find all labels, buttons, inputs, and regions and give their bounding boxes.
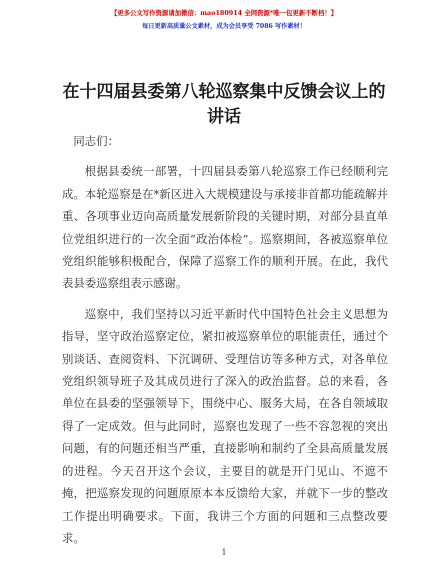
document-body: [62, 130, 388, 549]
header-banner: [0, 6, 448, 34]
document-title: 在十四届县委第八轮巡察集中反馈会议上的讲话: [62, 82, 386, 127]
greeting: 同志们：: [73, 134, 119, 148]
banner-line-blue: 每日更新高质量公文素材，成为会员享受 7086 写作素材！: [142, 23, 306, 30]
banner-line-red: 【更多公文写作资源请加微信：mao180914 全网资源*唯一包更新不断档！】: [110, 9, 338, 17]
page-number: 1: [221, 548, 227, 557]
paragraph-2: 巡察中，我们坚持以习近平新时代中国特色社会主义思想为指导，坚守政治巡察定位，紧扣被巡察单位的职能责任，通过个别谈话、查阅资料、下沉调研、受理信访等多种方式，对各单位党组织领导班子及其成员进行了深入的政治监督。总的来看，各单位在县委的坚强领导下，围绕中心、服务大局，在各自领域取得了一定成效。但与此同时，巡察也发现了一些不容忽视的突出问题，有的问题还相当严重，直接影响和制约了全县高质量发展的进程。今天召开这个会议，主要目的就是开门见山、不遮不掩，把巡察发现的问题原原本本反馈给大家，并就下一步的整改工作提出明确要求。下面，我讲三个方面的问题和三点整改要求。: [62, 306, 388, 545]
paragraph-1: 根据县委统一部署，十四届县委第八轮巡察工作已经顺利完成。本轮巡察是在*新区进入大规模建设与承接非首都功能疏解并重、各项事业迈向高质量发展新阶段的关键时期，对部分县直单位党组织进行的一次全面“政治体检”。巡察期间，各被巡察单位党组织能够积极配合，保障了巡察工作的顺利开展。在此，我代表县委巡察组表示感谢。: [62, 164, 388, 291]
